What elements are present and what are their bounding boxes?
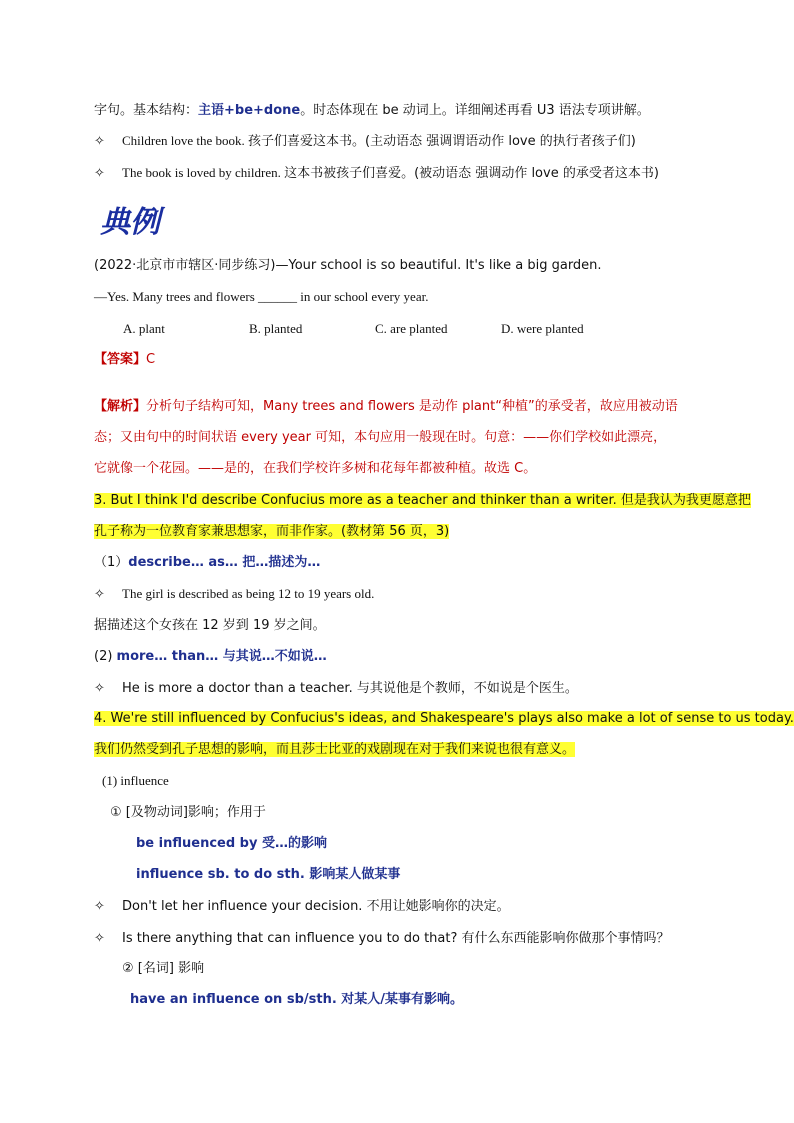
item4-text-2: 我们仍然受到孔子思想的影响，而且莎士比亚的戏剧现在对于我们来说也很有意义。 [94,742,576,757]
diamond-bullet-icon: ✧ [94,586,105,601]
diamond-bullet-icon: ✧ [94,165,105,180]
logo-text: 典例 [100,205,160,240]
influence-sense-1: ① [及物动词]影响；作用于 [110,805,266,820]
answer-label: 【答案】 [94,352,147,367]
influence-phrase-3: have an influence on sb/sth. 对某人/某事有影响。 [130,992,464,1007]
more-than-number: (2) [94,649,117,664]
more-than-heading [94,647,327,667]
passive-example-line [94,163,659,184]
analysis-line-3: 它就像一个花园。——是的，在我们学校许多树和花每年都被种植。故选 C。 [94,461,537,476]
typical-example-logo [98,200,172,240]
passive-example-zh: 这本书被孩子们喜爱。(被动语态 强调动作 love 的承受者这本书) [284,166,659,181]
analysis-line-1 [94,397,678,417]
influence-phrase-2: influence sb. to do sth. 影响某人做某事 [136,867,401,882]
answer-value: C [146,352,156,367]
analysis-line-2: 态；又由句中的时间状语 every year 可知，本句应用一般现在时。句意：——你们学校如此漂亮， [94,430,667,445]
describe-as-translation: 据描述这个女孩在 12 岁到 19 岁之间。 [94,618,326,633]
active-example-line [94,131,636,152]
item3-text-1: 3. But I think I'd describe Confucius more as a teacher and thinker than a writer. 但是我认为我更愿意把 [94,493,751,508]
describe-as-heading [94,553,320,573]
item4-line-2 [94,740,575,760]
option-a: A. plant [123,321,165,336]
diamond-bullet-icon: ✧ [94,898,105,913]
analysis-text-1: 分析句子结构可知，Many trees and flowers 是动作 plant“种植”的承受者，故应用被动语 [146,399,678,414]
item3-line-2 [94,522,449,542]
describe-as-example-line [94,584,374,604]
question-source-line: (2022·北京市市辖区·同步练习)—Your school is so beautiful. It's like a big garden. [94,258,602,273]
question-options [123,319,627,339]
intro-prefix: 字句。基本结构： [94,103,199,118]
describe-as-phrase: describe… as… 把…描述为… [128,555,321,570]
structure-formula: 主语+be+done [198,103,301,118]
intro-line [94,101,650,121]
item3-text-2: 孔子称为一位教育家兼思想家，而非作家。(教材第 56 页，3) [94,524,450,539]
influence-example-2: Is there anything that can influence you to do that? 有什么东西能影响你做那个事情吗？ [122,931,670,946]
diamond-bullet-icon: ✧ [94,680,105,695]
option-b: B. planted [249,321,303,336]
intro-suffix: 。时态体现在 be 动词上。详细阐述再看 U3 语法专项讲解。 [300,103,650,118]
option-d: D. were planted [501,321,584,336]
influence-example-1-line [94,896,510,917]
describe-as-example: The girl is described as being 12 to 19 years old. [122,586,375,601]
diamond-bullet-icon: ✧ [94,930,105,945]
option-c: C. are planted [375,321,448,336]
item4-text-1: 4. We're still influenced by Confucius's ideas, and Shakespeare's plays also make a lot of sense to us today. [94,711,794,726]
influence-example-2-line [94,928,670,949]
question-line: —Yes. Many trees and flowers ______ in our school every year. [94,289,429,304]
active-example-zh: 孩子们喜爱这本书。(主动语态 强调谓语动作 love 的执行者孩子们) [248,134,636,149]
diamond-bullet-icon: ✧ [94,133,105,148]
item3-line-1 [94,491,751,511]
analysis-label: 【解析】 [94,399,147,414]
more-than-phrase: more… than… 与其说…不如说… [116,649,327,664]
more-than-example: He is more a doctor than a teacher. 与其说他是个教师，不如说是个医生。 [122,681,578,696]
influence-heading: (1) influence [102,773,169,788]
influence-example-1: Don't let her influence your decision. 不用让她影响你的决定。 [122,899,510,914]
passive-example-en: The book is loved by children. [122,165,281,180]
active-example-en: Children love the book. [122,133,245,148]
influence-sense-2: ② [名词] 影响 [122,961,205,976]
more-than-example-line [94,678,578,699]
describe-as-number: （1） [94,555,129,570]
influence-phrase-1: be influenced by 受…的影响 [136,836,327,851]
item4-line-1 [94,709,794,729]
answer-line [94,350,155,370]
